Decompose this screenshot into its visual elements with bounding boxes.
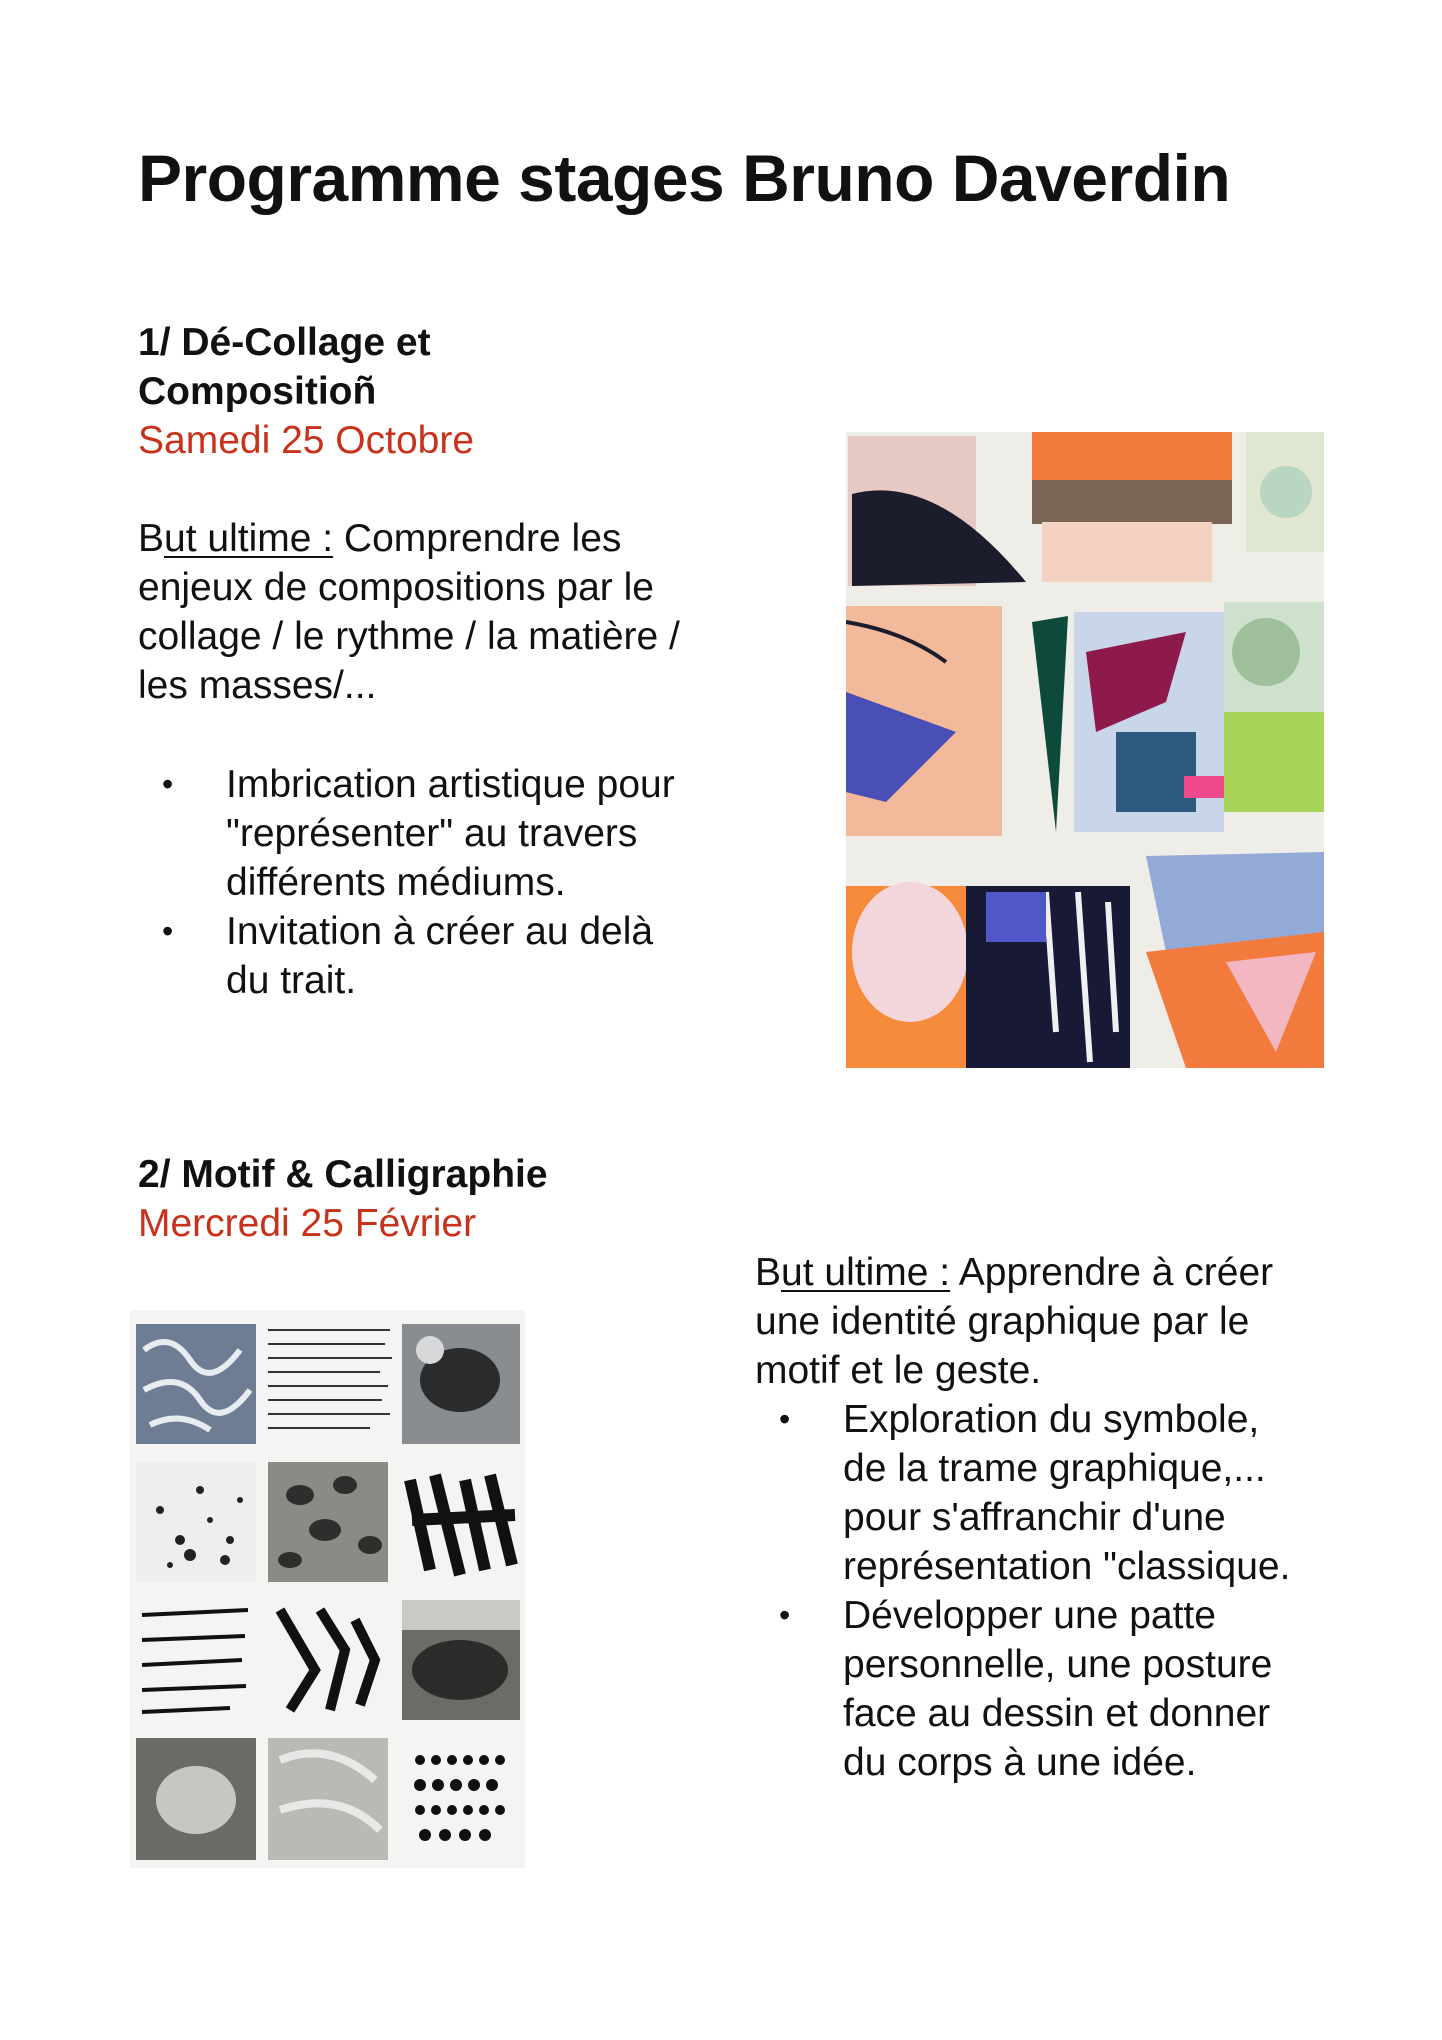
bullet-text: Imbrication artistique pour "représenter" au travers différents médiums. (226, 763, 675, 904)
section-1-bullet-list (162, 760, 676, 1005)
bullet-icon: • (162, 766, 174, 802)
section-1-title-line2: Compositioñ (138, 370, 377, 413)
list-item (779, 1395, 1313, 1591)
section-1-goal-label: ut ultime : (164, 517, 334, 560)
list-item (162, 760, 676, 907)
section-1-date: Samedi 25 Octobre (138, 419, 475, 462)
section-1-header (138, 318, 718, 465)
bullet-icon: • (779, 1597, 791, 1633)
bullet-icon: • (162, 913, 174, 949)
collage-artwork-image (846, 432, 1324, 1068)
section-1-goal (138, 514, 708, 710)
section-2-goal-label: ut ultime : (781, 1251, 951, 1294)
bullet-icon: • (779, 1401, 791, 1437)
calligraphy-artwork-image (130, 1310, 525, 1868)
list-item (779, 1591, 1313, 1787)
section-2-goal (755, 1248, 1335, 1395)
section-2-date: Mercredi 25 Février (138, 1202, 477, 1245)
bullet-text: Invitation à créer au delà du trait. (226, 910, 654, 1002)
section-1-goal-text: Comprendre les enjeux de compositions par le collage / le rythme / la matière / les masses/... (138, 517, 680, 707)
section-2-header (138, 1150, 758, 1248)
section-2-title: 2/ Motif & Calligraphie (138, 1153, 548, 1196)
section-2-bullet-list (779, 1395, 1313, 1787)
bullet-text: Développer une patte personnelle, une posture face au dessin et donner du corps à une idée. (843, 1594, 1273, 1784)
section-2-goal-text: Apprendre à créer une identité graphique par le motif et le geste. (755, 1251, 1274, 1392)
section-1-title-line1: 1/ Dé-Collage et (138, 321, 431, 364)
section-2-goal-b: B (755, 1251, 782, 1294)
list-item (162, 907, 676, 1005)
page-title: Programme stages Bruno Daverdin (138, 141, 1231, 215)
bullet-text: Exploration du symbole, de la trame graphique,... pour s'affranchir d'une représentation "classique. (843, 1398, 1291, 1588)
section-1-goal-b: B (138, 517, 165, 560)
